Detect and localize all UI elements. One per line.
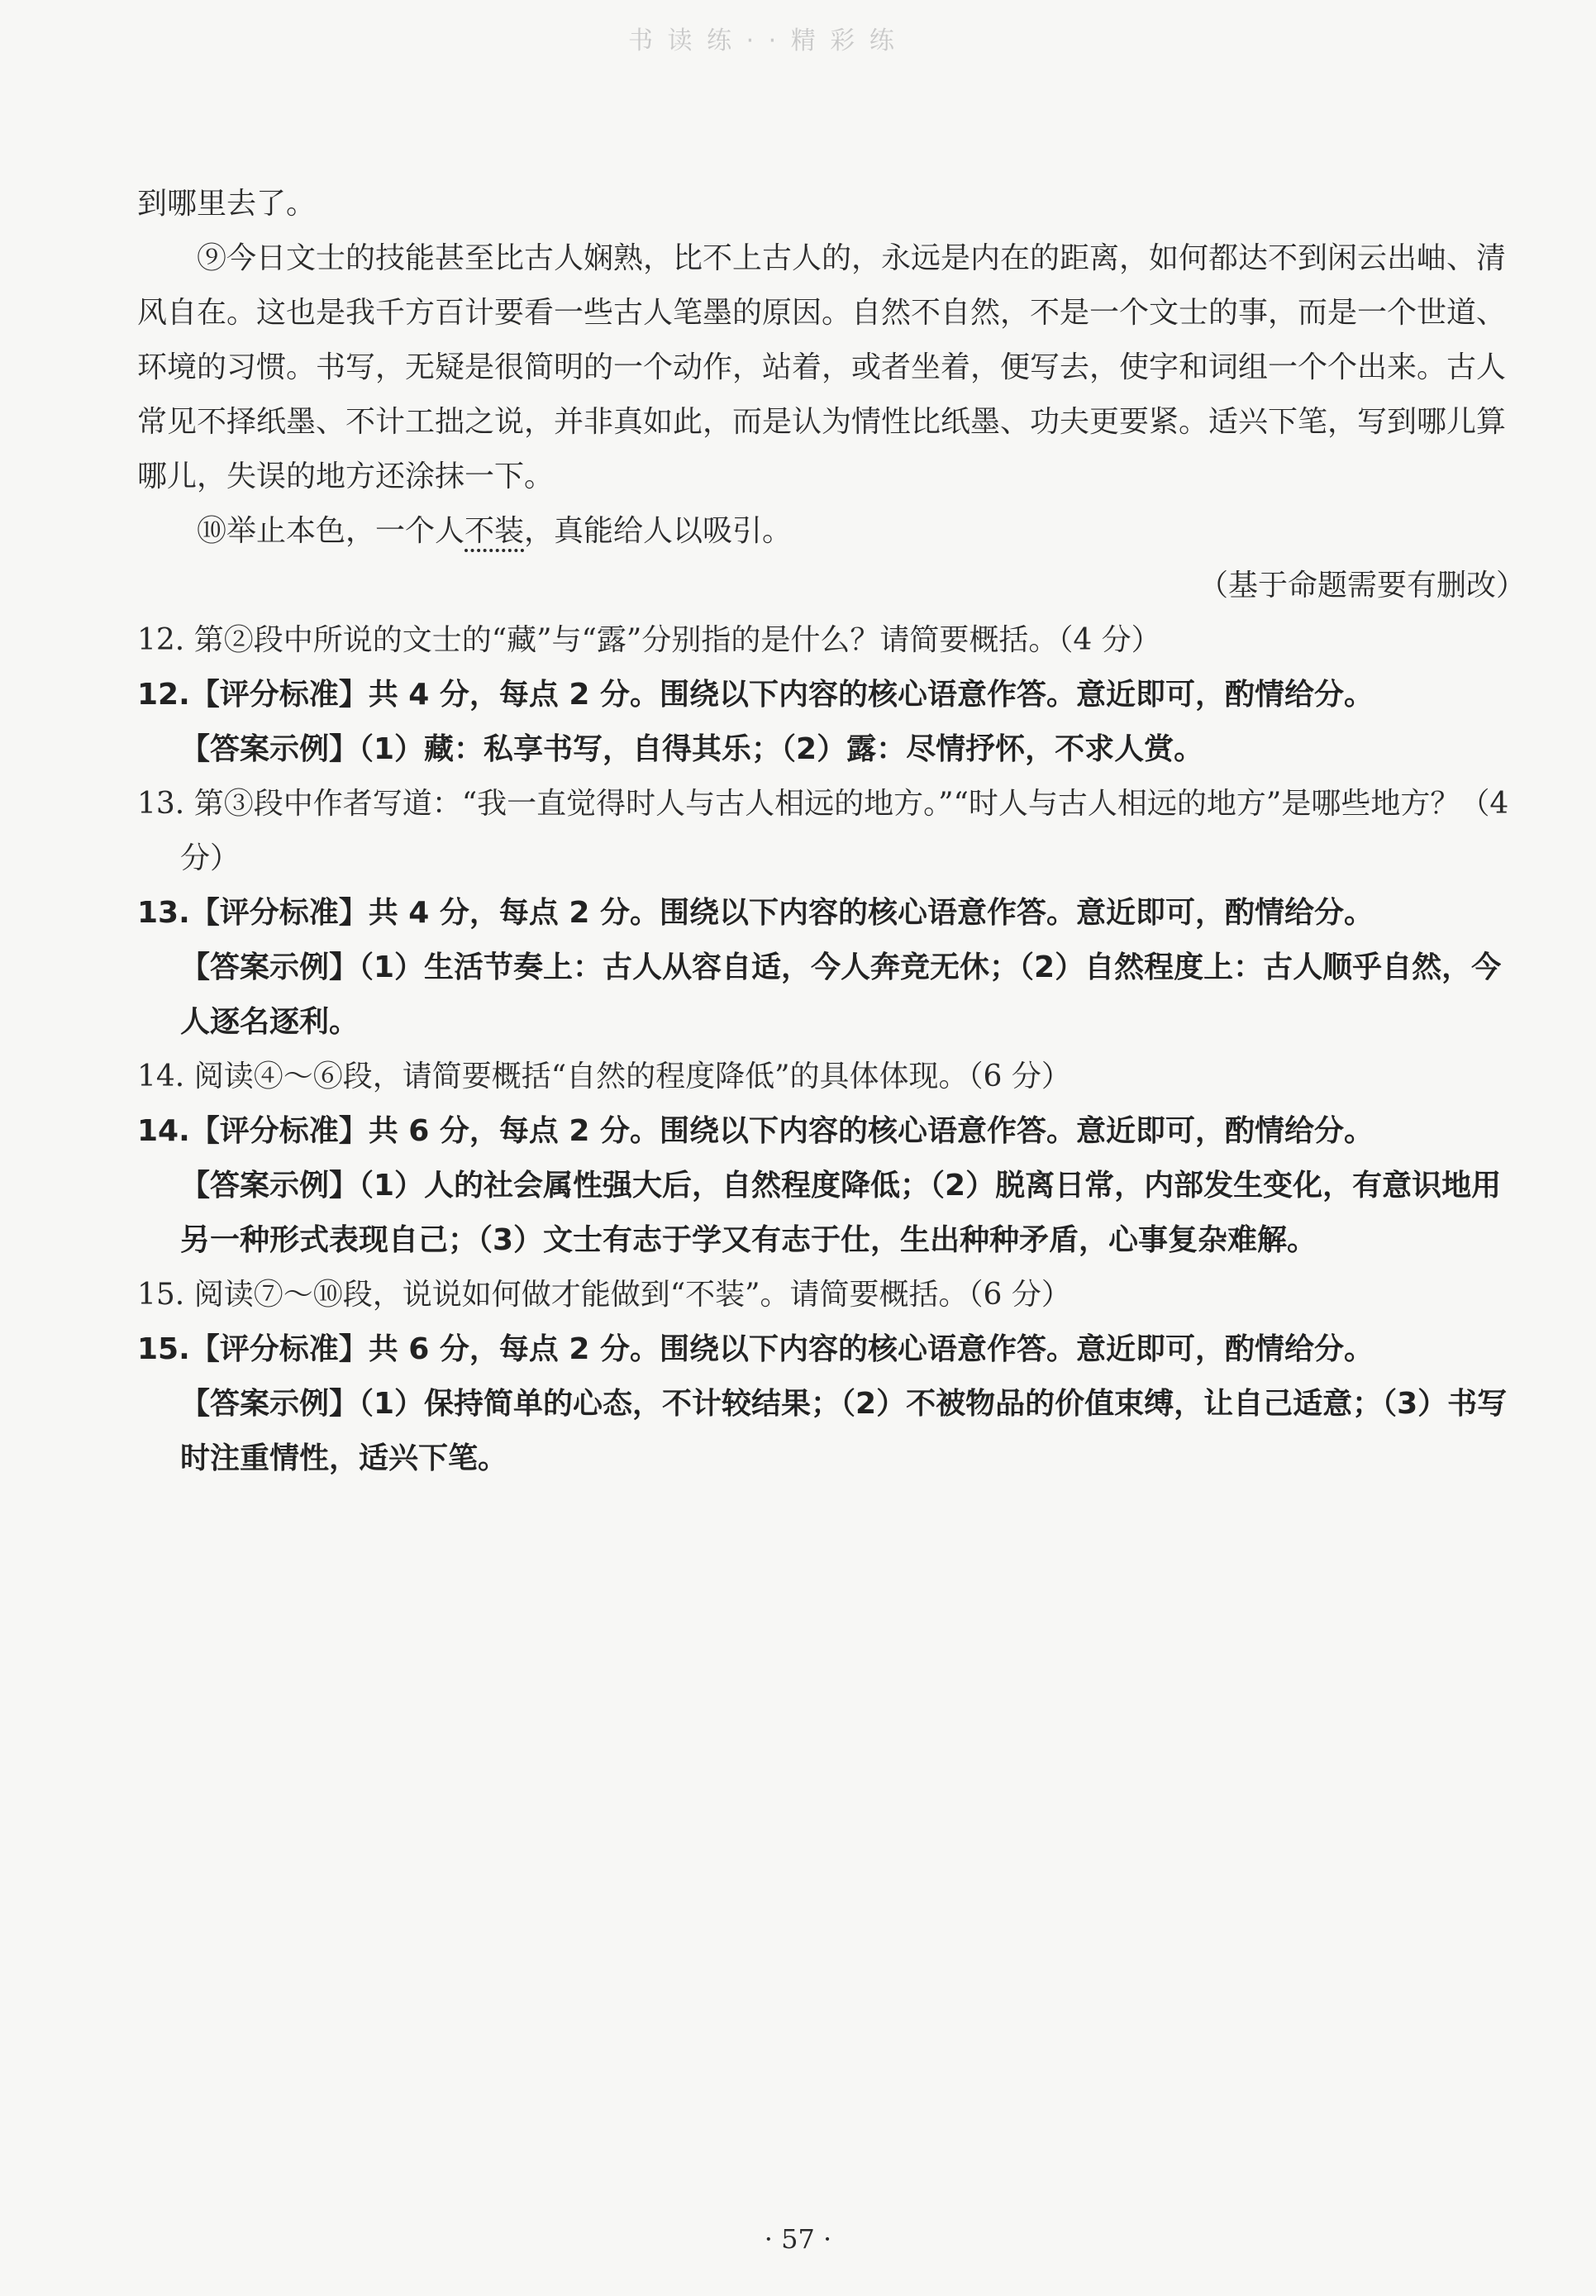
header-watermark: 书 读 练 · · 精 彩 练 [628, 26, 898, 55]
scoring-15: 15.【评分标准】共 6 分，每点 2 分。围绕以下内容的核心语意作答。意近即可，酌情给分。 [137, 1332, 1374, 1366]
document-body [137, 177, 1526, 1486]
para10-emphasis: 不装 [465, 514, 525, 548]
answer-example-12: 【答案示例】（1）藏：私享书写，自得其乐；（2）露：尽情抒怀，不求人赏。 [180, 732, 1204, 766]
question-13: 13. 第③段中作者写道：“我一直觉得时人与古人相远的地方。”“时人与古人相远的地方”是哪些地方？（4 分） [137, 787, 1509, 875]
question-15: 15. 阅读⑦～⑩段，说说如何做才能做到“不装”。请简要概括。（6 分） [137, 1278, 1071, 1312]
page-number: · 57 · [764, 2223, 832, 2255]
passage-paragraph-10 [137, 504, 1526, 559]
answer-example-13: 【答案示例】（1）生活节奏上：古人从容自适，今人奔竞无休；（2）自然程度上：古人顺乎自然，今人逐名逐利。 [180, 950, 1502, 1039]
scoring-13: 13.【评分标准】共 4 分，每点 2 分。围绕以下内容的核心语意作答。意近即可，酌情给分。 [137, 896, 1374, 930]
question-14: 14. 阅读④～⑥段，请简要概括“自然的程度降低”的具体体现。（6 分） [137, 1060, 1071, 1093]
para10-post: ，真能给人以吸引。 [524, 514, 793, 548]
scoring-14: 14.【评分标准】共 6 分，每点 2 分。围绕以下内容的核心语意作答。意近即可，酌情给分。 [137, 1114, 1374, 1148]
scoring-12: 12.【评分标准】共 4 分，每点 2 分。围绕以下内容的核心语意作答。意近即可，酌情给分。 [137, 678, 1374, 712]
source-note: （基于命题需要有删改） [1198, 569, 1526, 603]
answer-example-14: 【答案示例】（1）人的社会属性强大后，自然程度降低；（2）脱离日常，内部发生变化，有意识地用另一种形式表现自己；（3）文士有志于学又有志于仕，生出种种矛盾，心事复杂难解。 [180, 1169, 1502, 1257]
passage-line-continued: 到哪里去了。 [137, 187, 317, 221]
answer-example-15: 【答案示例】（1）保持简单的心态，不计较结果；（2）不被物品的价值束缚，让自己适意；（3）书写时注重情性，适兴下笔。 [180, 1387, 1508, 1475]
para10-pre: ⑩举止本色，一个人 [197, 514, 465, 548]
question-12: 12. 第②段中所说的文士的“藏”与“露”分别指的是什么？请简要概括。（4 分） [137, 623, 1161, 657]
passage-paragraph-9: ⑨今日文士的技能甚至比古人娴熟，比不上古人的，永远是内在的距离，如何都达不到闲云出岫、清风自在。这也是我千方百计要看一些古人笔墨的原因。自然不自然，不是一个文士的事，而是一个世道、环境的习惯。书写，无疑是很简明的一个动作，站着，或者坐着，便写去，使字和词组一个个出来。古人常见不择纸墨、不计工拙之说，并非真如此，而是认为情性比纸墨、功夫更要紧。适兴下笔，写到哪儿算哪儿，失误的地方还涂抹一下。 [137, 241, 1507, 493]
